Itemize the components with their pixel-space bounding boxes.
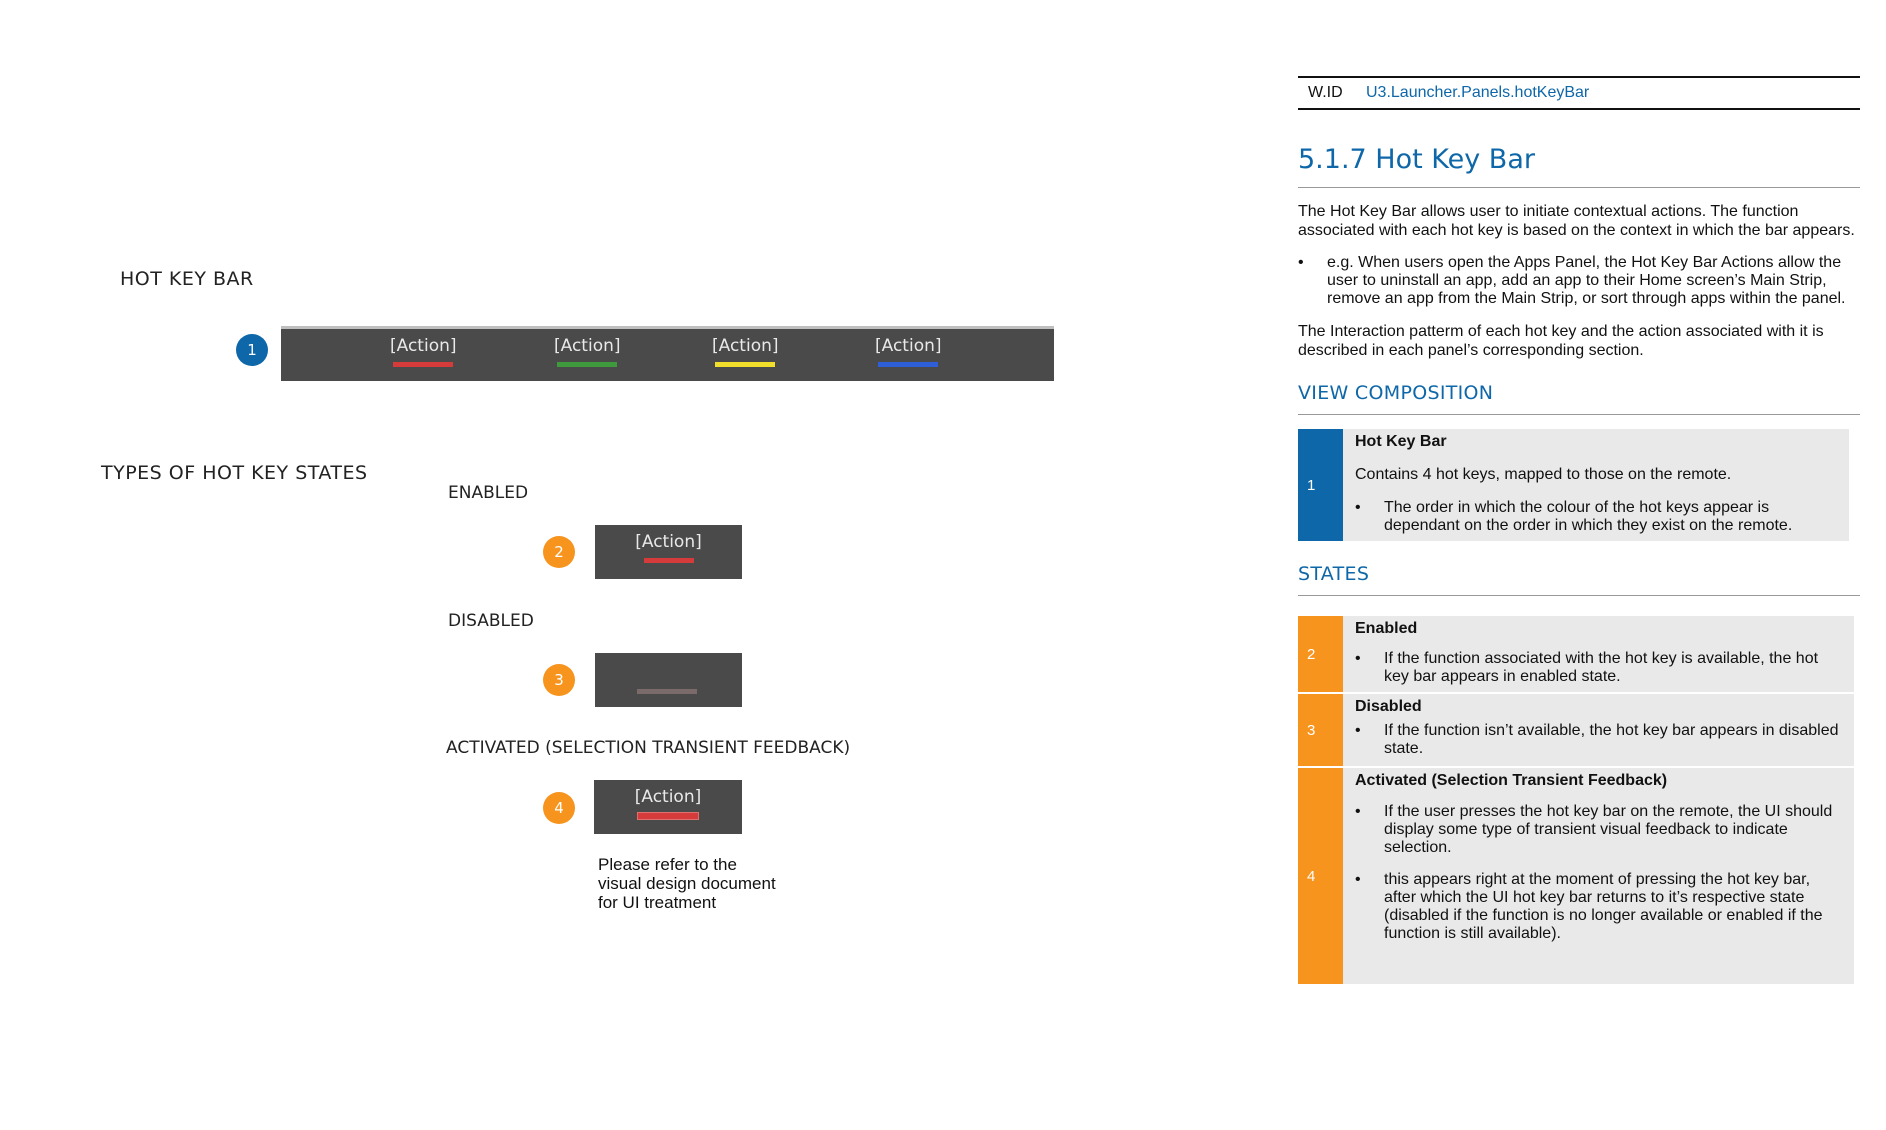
hotkey-activated[interactable] [594, 780, 742, 834]
text-line: selection. [1384, 839, 1452, 856]
wid-label: W.ID [1308, 84, 1343, 101]
marker-1: 1 [236, 334, 268, 366]
text-line: e.g. When users open the Apps Panel, the Hot Key Bar Actions allow the [1327, 254, 1842, 271]
composition-text: Contains 4 hot keys, mapped to those on the remote. [1355, 466, 1732, 483]
states-table [1298, 616, 1854, 984]
spec-panel [1298, 76, 1860, 984]
hotkey-color-line-red [638, 813, 698, 819]
hotkey-color-line-yellow [715, 362, 775, 367]
marker-2: 2 [543, 536, 575, 568]
hot-key-bar [281, 326, 1054, 381]
hotkey-label: [Action] [390, 336, 457, 356]
state-label-enabled: ENABLED [448, 483, 529, 503]
hotkey-enabled[interactable] [595, 525, 742, 579]
text-line: remove an app from the Main Strip, or sort through apps within the panel. [1327, 290, 1846, 307]
hotkey-color-line-red [644, 558, 694, 563]
marker-4: 4 [543, 792, 575, 824]
text-line: If the function isn’t available, the hot key bar appears in disabled [1384, 722, 1839, 739]
hotkey-enabled-content [595, 532, 742, 563]
intro-paragraph [1298, 202, 1860, 240]
state-number: 2 [1298, 616, 1343, 692]
hotkey-color-line-blue [878, 362, 938, 367]
bullet-glyph: • [1298, 254, 1304, 271]
view-composition-title: VIEW COMPOSITION [1298, 382, 1494, 404]
text-line: If the function associated with the hot key is available, the hot [1384, 650, 1819, 667]
state-label-disabled: DISABLED [448, 611, 534, 631]
hotkey-color-line-red [393, 362, 453, 367]
bullet-glyph: • [1355, 722, 1361, 739]
note-line: Please refer to the [598, 855, 737, 874]
text-line: key bar appears in enabled state. [1384, 668, 1621, 685]
text-line: (disabled if the function is no longer available or enabled if the [1384, 907, 1823, 924]
hot-key-bar-heading: HOT KEY BAR [120, 268, 254, 290]
state-number: 4 [1298, 768, 1343, 984]
composition-title: Hot Key Bar [1355, 433, 1447, 450]
state-body [1343, 616, 1854, 692]
state-bullet [1355, 871, 1844, 943]
state-title: Enabled [1355, 620, 1418, 637]
bullet-glyph: • [1355, 499, 1361, 516]
text-line: associated with each hot key is based on the context in which the bar appears. [1298, 222, 1855, 239]
intro-bullet [1298, 254, 1860, 308]
text-line: function is still available). [1384, 925, 1561, 942]
state-body [1343, 694, 1854, 766]
hotkey-blue[interactable] [875, 336, 942, 367]
text-line: after which the UI hot key bar returns to it’s respective state [1384, 889, 1805, 906]
state-row-enabled [1298, 616, 1854, 694]
text-line: If the user presses the hot key bar on the remote, the UI should [1384, 803, 1833, 820]
hotkey-color-line-disabled [637, 689, 697, 694]
hotkey-red[interactable] [390, 336, 457, 367]
divider [1298, 187, 1860, 188]
hotkey-green[interactable] [554, 336, 621, 367]
bullet-glyph: • [1355, 871, 1361, 888]
marker-3: 3 [543, 664, 575, 696]
types-heading: TYPES OF HOT KEY STATES [101, 462, 368, 484]
state-row-disabled [1298, 694, 1854, 768]
hotkey-label: [Action] [712, 336, 779, 356]
state-bullet [1355, 650, 1844, 686]
text-line: The Interaction patterm of each hot key and the action associated with it is [1298, 323, 1824, 340]
text-line: this appears right at the moment of pressing the hot key bar, [1384, 871, 1811, 888]
ui-treatment-note [598, 855, 776, 912]
hotkey-color-line-green [557, 362, 617, 367]
state-bullet [1355, 803, 1844, 857]
wid-row [1298, 76, 1860, 110]
divider [1298, 595, 1860, 596]
bullet-glyph: • [1355, 650, 1361, 667]
hotkey-activated-content [594, 787, 742, 819]
text-line: The order in which the colour of the hot keys appear is [1384, 499, 1770, 516]
composition-number: 1 [1298, 429, 1343, 541]
state-body [1343, 768, 1854, 984]
state-bullet [1355, 722, 1844, 758]
hotkey-label: [Action] [875, 336, 942, 356]
hotkey-label: [Action] [635, 532, 702, 552]
hotkey-label: [Action] [634, 787, 702, 807]
composition-row [1298, 429, 1849, 541]
hotkey-disabled [595, 653, 742, 707]
state-title: Disabled [1355, 698, 1422, 715]
text-line: user to uninstall an app, add an app to their Home screen’s Main Strip, [1327, 272, 1827, 289]
state-label-activated: ACTIVATED (SELECTION TRANSIENT FEEDBACK) [446, 738, 851, 758]
composition-bullet [1355, 499, 1839, 535]
text-line: state. [1384, 740, 1424, 757]
text-line: The Hot Key Bar allows user to initiate contextual actions. The function [1298, 203, 1799, 220]
text-line: dependant on the order in which they exist on the remote. [1384, 517, 1793, 534]
text-line: display some type of transient visual feedback to indicate [1384, 821, 1788, 838]
note-line: visual design document [598, 874, 776, 893]
divider [1298, 414, 1860, 415]
note-line: for UI treatment [598, 893, 717, 912]
section-title: 5.1.7 Hot Key Bar [1298, 144, 1535, 175]
hotkey-label: [Action] [554, 336, 621, 356]
state-title: Activated (Selection Transient Feedback) [1355, 772, 1668, 789]
interaction-paragraph [1298, 322, 1860, 360]
wid-value: U3.Launcher.Panels.hotKeyBar [1366, 84, 1590, 101]
state-row-activated [1298, 768, 1854, 984]
hotkey-yellow[interactable] [712, 336, 779, 367]
state-number: 3 [1298, 694, 1343, 766]
composition-body [1343, 429, 1849, 541]
states-title: STATES [1298, 563, 1370, 585]
text-line: described in each panel’s corresponding section. [1298, 342, 1644, 359]
bullet-glyph: • [1355, 803, 1361, 820]
